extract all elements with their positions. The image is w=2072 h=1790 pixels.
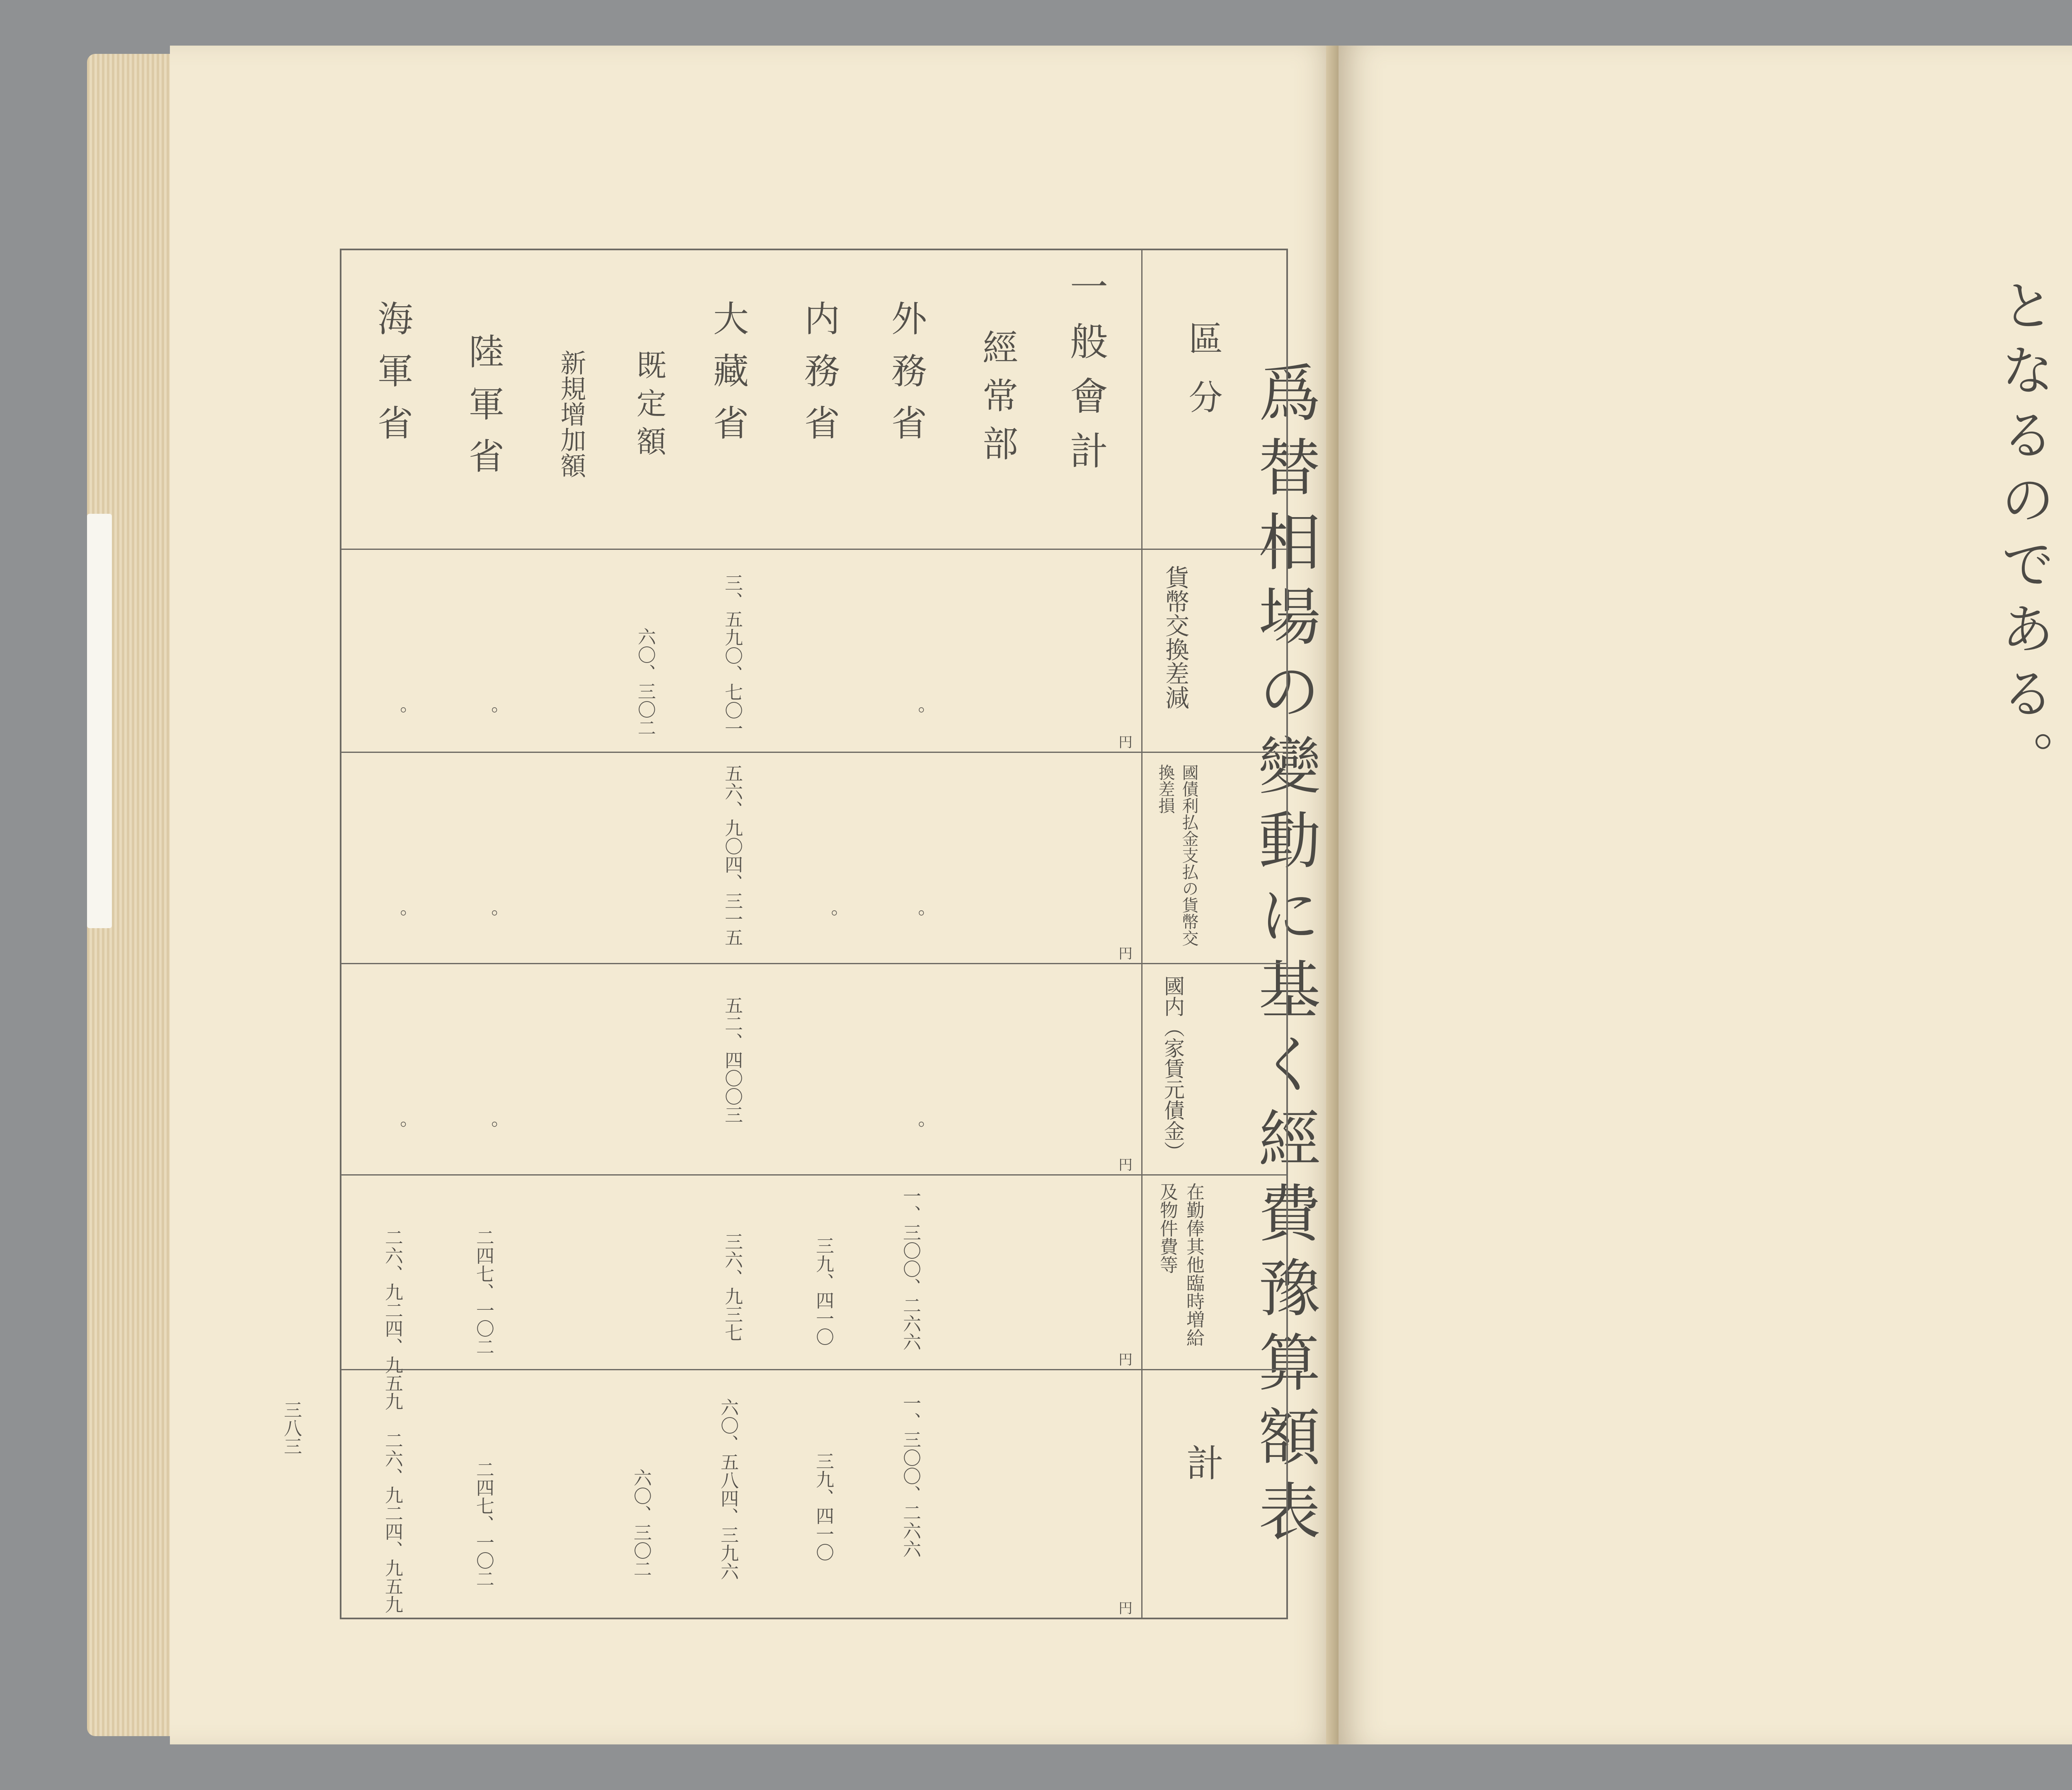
- cell-value: 。: [477, 706, 498, 724]
- yen-unit: 円: [1118, 1157, 1133, 1173]
- header-column-divider: [1141, 250, 1143, 1618]
- cell-value: 。: [477, 909, 498, 927]
- cell-value: 。: [386, 909, 407, 927]
- cell-value: 二六、九二四、九五九: [382, 1431, 403, 1613]
- yen-unit: 円: [1118, 946, 1133, 962]
- text-line-3: となるのである。: [1992, 278, 2055, 795]
- header-col-4: 在勤俸其他臨時増給及物件費等: [1157, 1183, 1204, 1347]
- cell-value: 。: [386, 1120, 407, 1139]
- yen-unit: 円: [1118, 1600, 1133, 1617]
- cell-value: 二四七、一〇二: [473, 1460, 494, 1588]
- row-name-home-ministry: 内務省: [798, 300, 840, 457]
- row-sub-new: 新規增加額: [556, 350, 586, 478]
- cell-value: 。: [904, 706, 925, 724]
- cell-value: 二六、九二四、九五九: [382, 1228, 403, 1410]
- header-category: 區分: [1183, 321, 1222, 438]
- cell-value: 六〇、三〇二: [634, 627, 656, 737]
- cell-value: 。: [904, 909, 925, 927]
- row-name-navy-ministry: 海軍省: [371, 300, 413, 457]
- cell-value: 三、五九〇、七〇一: [721, 573, 743, 738]
- left-page: [170, 46, 1339, 1744]
- cell-value: 二四七、一〇二: [473, 1228, 494, 1356]
- paper-tab: [87, 514, 112, 928]
- row-divider: [341, 549, 1286, 550]
- cell-value: 五六、九〇四、三一五: [721, 764, 743, 946]
- cell-value: 。: [817, 909, 838, 927]
- row-divider: [341, 752, 1286, 753]
- cell-value: 六〇、三〇二: [630, 1468, 651, 1578]
- right-page: [1339, 46, 2072, 1744]
- row-divider: [341, 1369, 1286, 1370]
- cell-value: 。: [386, 706, 407, 724]
- cell-value: 三六、九三七: [721, 1232, 743, 1342]
- budget-table: [340, 249, 1288, 1619]
- header-col-1: 貨幣交換差減: [1161, 565, 1189, 709]
- row-divider: [341, 963, 1286, 964]
- cell-value: 五二、四〇〇三: [721, 996, 743, 1124]
- row-name-general-account: 一般會計: [1064, 267, 1108, 486]
- header-col-2: 國債利払金支払の貨幣交換差損: [1156, 764, 1198, 946]
- cell-value: 三九、四一〇: [813, 1452, 834, 1561]
- row-sub-ordinary: 經常部: [976, 329, 1018, 473]
- cell-value: 。: [477, 1120, 498, 1139]
- yen-unit: 円: [1118, 734, 1133, 751]
- cell-value: 三九、四一〇: [813, 1236, 834, 1346]
- row-name-foreign-ministry: 外務省: [885, 300, 927, 457]
- cell-value: 六〇、五八四、三九六: [717, 1398, 738, 1580]
- header-col-3: 國内（家賃元債金）: [1161, 975, 1185, 1162]
- row-sub-existing: 既定額: [632, 350, 666, 464]
- cell-value: 一、三〇〇、二六六: [900, 1187, 921, 1351]
- header-col-5: 計: [1180, 1444, 1223, 1481]
- page-number-left: 三八三: [281, 1401, 302, 1455]
- row-divider: [341, 1174, 1286, 1176]
- cell-value: 一、三〇〇、二六六: [900, 1394, 921, 1558]
- open-book: [87, 46, 2072, 1744]
- row-name-army-ministry: 陸軍省: [462, 333, 504, 490]
- yen-unit: 円: [1118, 1352, 1133, 1368]
- cell-value: 。: [904, 1120, 925, 1139]
- row-name-finance-ministry: 大藏省: [707, 300, 748, 457]
- table-title: 爲替相場の變動に基く經費豫算額表: [1248, 360, 1320, 1554]
